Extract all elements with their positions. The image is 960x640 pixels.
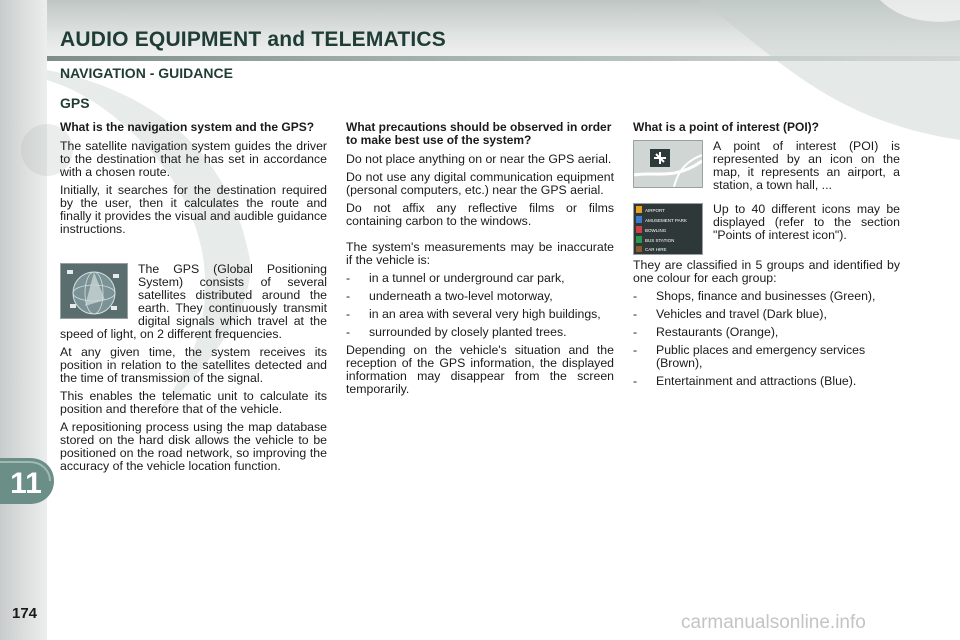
page-title: AUDIO EQUIPMENT and TELEMATICS [60,28,446,51]
poi-menu-item: AIRPORT [645,208,665,213]
left-sidebar [0,0,47,640]
col2-paragraph: Depending on the vehicle's situation and the reception of the GPS information, the displayed information may disappear from the screen temporarily. [346,343,614,396]
list-item: - in an area with several very high buildings, [346,308,614,321]
gps-heading: GPS [60,95,90,111]
col3-paragraph: Up to 40 different icons may be displayed (refer to the section "Points of interest icon"). [713,202,900,242]
col1-paragraph: This enables the telematic unit to calculate its position and therefore that of the vehicle. [60,389,327,416]
poi-menu-item: CAR HIRE [645,247,667,252]
column-1 [60,121,327,478]
col1-paragraph: At any given time, the system receives its position in relation to the satellites detected and the time of transmission of the signal. [60,345,327,385]
poi-menu-item: BUS STATION [645,238,675,243]
column-2 [346,121,614,401]
list-item: - surrounded by closely planted trees. [346,326,614,339]
col1-paragraph: Initially, it searches for the destination required by the user, then it calculates the route and finally it provides the visual and audible guidance instructions. [60,183,327,236]
col2-paragraph: Do not affix any reflective films or films containing carbon to the windows. [346,201,614,228]
col3-paragraph: They are classified in 5 groups and identified by one colour for each group: [633,258,900,285]
list-item: - underneath a two-level motorway, [346,290,614,303]
poi-menu-item: BOWLING [645,228,667,233]
col2-paragraph: Do not use any digital communication equipment (personal computers, etc.) near the GPS aerial. [346,170,614,197]
poi-list-icon [633,203,703,255]
list-item: - Entertainment and attractions (Blue). [633,375,900,388]
header-rule [47,56,960,61]
col3-heading: What is a point of interest (POI)? [633,120,819,134]
chapter-number: 11 [10,467,42,500]
list-item: - Vehicles and travel (Dark blue), [633,308,900,321]
section-subtitle: NAVIGATION - GUIDANCE [60,65,233,81]
list-item: - Public places and emergency services (Brown), [633,344,900,370]
page-number: 174 [12,605,38,622]
poi-menu-item: AMUSEMENT PARK [645,218,687,223]
col2-heading: What precautions should be observed in order to make best use of the system? [346,120,612,147]
col1-paragraph: The GPS (Global Positioning System) consists of several satellites distributed around the earth. They continuously transmit digital signals which travel at the speed of light, on 2 different frequencies. [60,262,327,341]
col2-paragraph: Do not place anything on or near the GPS aerial. [346,152,612,166]
col1-heading: What is the navigation system and the GPS? [60,120,315,134]
col3-list [633,290,900,388]
col2-paragraph: The system's measurements may be inaccurate if the vehicle is: [346,240,614,267]
satellite-globe-icon [60,263,128,319]
column-3 [633,121,900,393]
list-item: - in a tunnel or underground car park, [346,272,614,285]
col1-paragraph: A repositioning process using the map database stored on the hard disk allows the vehicle to be positioned on the road network, so improving the accuracy of the vehicle location function. [60,420,327,473]
list-item: - Restaurants (Orange), [633,326,900,339]
col1-paragraph: The satellite navigation system guides the driver to the destination that he has set in accordance with a chosen route. [60,139,327,179]
airport-poi-icon [633,140,703,188]
col3-paragraph: A point of interest (POI) is represented by an icon on the map, it represents an airport, a station, a town hall, ... [713,139,900,192]
col2-list [346,272,614,339]
list-item: - Shops, finance and businesses (Green), [633,290,900,303]
watermark: carmanualsonline.info [681,612,866,633]
